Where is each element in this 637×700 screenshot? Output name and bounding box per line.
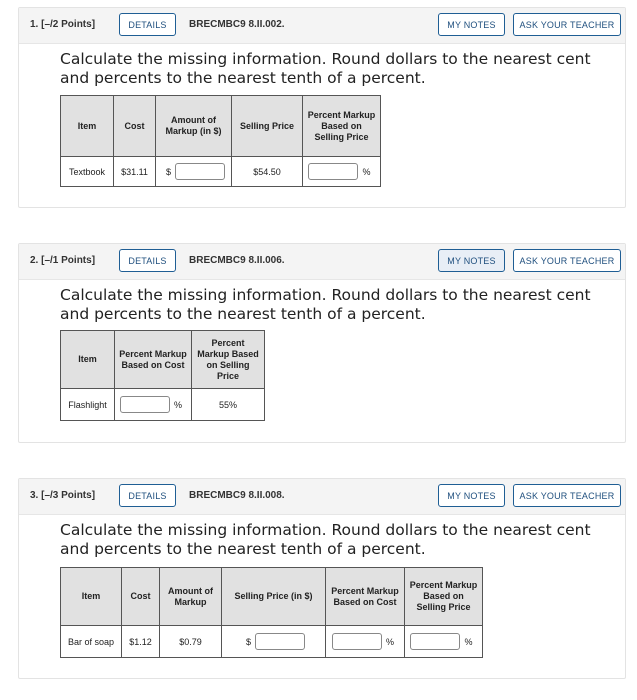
- question-prompt: Calculate the missing information. Round dollars to the nearest cent and percents to the nearest tenth of a percent.: [60, 50, 591, 87]
- percent-sign: %: [173, 399, 182, 410]
- details-button[interactable]: DETAILS: [119, 484, 176, 507]
- col-header-markup-amount: Amount of Markup (in $): [156, 96, 232, 157]
- col-header-percent-markup-selling: Percent Markup Based on Selling Price: [192, 331, 265, 389]
- question-header: [19, 244, 625, 280]
- col-header-selling-price: Selling Price: [232, 96, 303, 157]
- cell-cost: $31.11: [114, 157, 156, 187]
- ask-your-teacher-button[interactable]: ASK YOUR TEACHER: [513, 13, 621, 36]
- question-header: [19, 8, 625, 44]
- percent-sign: %: [362, 166, 371, 177]
- details-button[interactable]: DETAILS: [119, 249, 176, 272]
- ask-your-teacher-button[interactable]: ASK YOUR TEACHER: [513, 249, 621, 272]
- col-header-percent-markup-selling: Percent Markup Based on Selling Price: [405, 568, 483, 626]
- details-button[interactable]: DETAILS: [119, 13, 176, 36]
- cell-item: Textbook: [61, 157, 114, 187]
- question-body: [19, 280, 625, 442]
- question-prompt: Calculate the missing information. Round dollars to the nearest cent and percents to the nearest tenth of a percent.: [60, 521, 591, 558]
- col-header-selling-price: Selling Price (in $): [222, 568, 326, 626]
- question-code: BRECMBC9 8.II.006.: [189, 255, 285, 266]
- selling-price-input[interactable]: [255, 633, 305, 650]
- question-header: [19, 479, 625, 515]
- dollar-sign: $: [245, 636, 251, 647]
- cell-percent-markup-selling: [405, 626, 483, 658]
- col-header-percent-markup-selling: Percent Markup Based on Selling Price: [303, 96, 381, 157]
- question-number: 1. [–/2 Points]: [30, 19, 96, 30]
- percent-sign: %: [385, 636, 394, 647]
- percent-markup-cost-input[interactable]: [332, 633, 382, 650]
- my-notes-button[interactable]: MY NOTES: [438, 13, 505, 36]
- cell-percent-markup-cost: [115, 389, 192, 421]
- cell-markup-amount: [156, 157, 232, 187]
- col-header-percent-markup-cost: Percent Markup Based on Cost: [326, 568, 405, 626]
- question-code: BRECMBC9 8.II.002.: [189, 19, 285, 30]
- cell-markup-amount: $0.79: [160, 626, 222, 658]
- my-notes-button[interactable]: MY NOTES: [438, 249, 505, 272]
- cell-selling-price: [222, 626, 326, 658]
- cell-selling-price: $54.50: [232, 157, 303, 187]
- percent-sign: %: [464, 636, 473, 647]
- col-header-item: Item: [61, 568, 122, 626]
- cell-percent-markup-selling: 55%: [192, 389, 265, 421]
- question-1: [18, 7, 626, 208]
- cell-percent-markup-selling: [303, 157, 381, 187]
- markup-table: [60, 567, 483, 658]
- ask-your-teacher-button[interactable]: ASK YOUR TEACHER: [513, 484, 621, 507]
- col-header-item: Item: [61, 331, 115, 389]
- col-header-percent-markup-cost: Percent Markup Based on Cost: [115, 331, 192, 389]
- percent-markup-selling-input[interactable]: [410, 633, 460, 650]
- question-2: [18, 243, 626, 443]
- col-header-cost: Cost: [122, 568, 160, 626]
- markup-table: [60, 330, 265, 421]
- question-prompt: Calculate the missing information. Round dollars to the nearest cent and percents to the nearest tenth of a percent.: [60, 286, 591, 323]
- col-header-cost: Cost: [114, 96, 156, 157]
- question-body: [19, 515, 625, 678]
- percent-markup-cost-input[interactable]: [120, 396, 170, 413]
- cell-percent-markup-cost: [326, 626, 405, 658]
- my-notes-button[interactable]: MY NOTES: [438, 484, 505, 507]
- dollar-sign: $: [165, 166, 171, 177]
- col-header-markup-amount: Amount of Markup: [160, 568, 222, 626]
- markup-amount-input[interactable]: [175, 163, 225, 180]
- cell-item: Bar of soap: [61, 626, 122, 658]
- question-code: BRECMBC9 8.II.008.: [189, 490, 285, 501]
- cell-cost: $1.12: [122, 626, 160, 658]
- question-body: [19, 44, 625, 207]
- percent-markup-selling-input[interactable]: [308, 163, 358, 180]
- question-number: 3. [–/3 Points]: [30, 490, 96, 501]
- col-header-item: Item: [61, 96, 114, 157]
- question-number: 2. [–/1 Points]: [30, 255, 96, 266]
- cell-item: Flashlight: [61, 389, 115, 421]
- markup-table: [60, 95, 381, 187]
- question-3: [18, 478, 626, 679]
